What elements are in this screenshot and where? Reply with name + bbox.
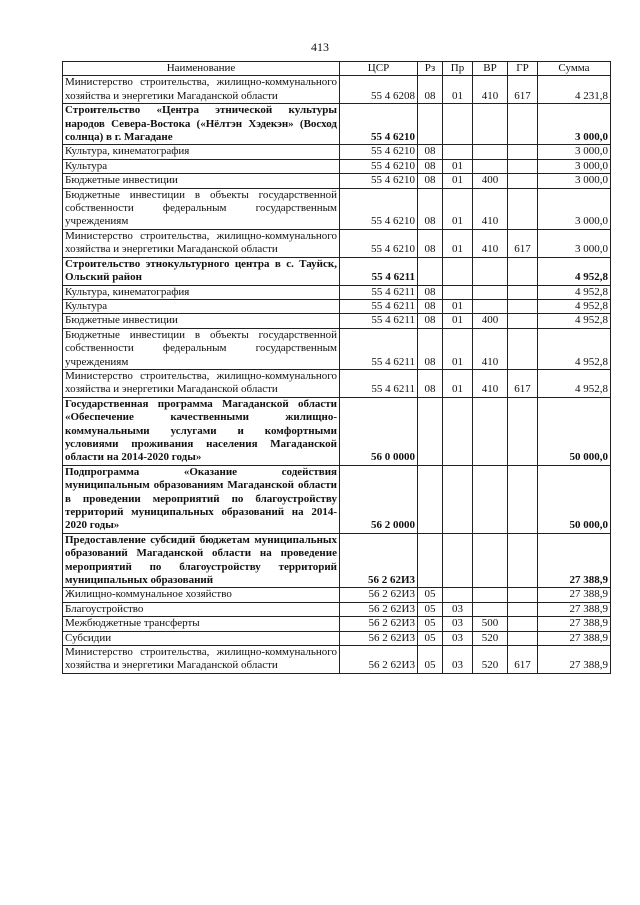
row-sum: 4 952,8 (538, 257, 611, 285)
row-sum: 27 388,9 (538, 631, 611, 645)
row-name: Предоставление субсидий бюджетам муниципальных образований Магаданской области на проведение мероприятий по благоустройству территорий муниципальных образований (63, 533, 340, 588)
row-sum: 3 000,0 (538, 159, 611, 173)
row-pr: 01 (443, 159, 473, 173)
row-gr (508, 328, 538, 369)
row-pr: 01 (443, 328, 473, 369)
table-row (63, 299, 611, 313)
row-name: Благоустройство (63, 602, 340, 616)
row-csr: 56 2 62И3 (340, 533, 418, 588)
row-vr: 410 (473, 328, 508, 369)
row-csr: 55 4 6208 (340, 76, 418, 104)
table-row (63, 631, 611, 645)
table-row (63, 369, 611, 397)
row-pr: 03 (443, 617, 473, 631)
table-row (63, 229, 611, 257)
row-name: Строительство этнокультурного центра в с. Тауйск, Ольский район (63, 257, 340, 285)
row-sum: 3 000,0 (538, 145, 611, 159)
row-name: Строительство «Центра этнической культуры народов Севера-Востока («Нёлтэн Хэдекэн» (Восход солнца) в г. Магадане (63, 104, 340, 145)
row-vr: 410 (473, 229, 508, 257)
header-sum: Сумма (538, 62, 611, 76)
row-name: Жилищно-коммунальное хозяйство (63, 588, 340, 602)
row-rz: 08 (418, 369, 443, 397)
row-gr (508, 145, 538, 159)
row-csr: 55 4 6210 (340, 174, 418, 188)
row-pr (443, 533, 473, 588)
row-name: Подпрограмма «Оказание содействия муниципальным образованиям Магаданской области в проведении мероприятий по благоустройству территорий муниципальных образований на 2014-2020 годы» (63, 465, 340, 533)
row-pr (443, 145, 473, 159)
row-vr (473, 104, 508, 145)
table-row (63, 104, 611, 145)
table-row (63, 328, 611, 369)
row-rz: 05 (418, 646, 443, 674)
row-rz: 08 (418, 145, 443, 159)
header-pr: Пр (443, 62, 473, 76)
row-vr (473, 145, 508, 159)
row-sum: 27 388,9 (538, 617, 611, 631)
row-gr (508, 285, 538, 299)
row-vr (473, 602, 508, 616)
table-row (63, 285, 611, 299)
row-rz (418, 533, 443, 588)
row-rz: 05 (418, 588, 443, 602)
row-name: Министерство строительства, жилищно-коммунального хозяйства и энергетики Магаданской области (63, 369, 340, 397)
table-row (63, 188, 611, 229)
row-vr (473, 397, 508, 465)
header-rz: Рз (418, 62, 443, 76)
row-rz: 08 (418, 328, 443, 369)
table-row (63, 159, 611, 173)
row-name: Бюджетные инвестиции (63, 174, 340, 188)
row-rz: 08 (418, 299, 443, 313)
row-sum: 50 000,0 (538, 465, 611, 533)
row-csr: 55 4 6210 (340, 229, 418, 257)
row-gr: 617 (508, 76, 538, 104)
row-name: Министерство строительства, жилищно-коммунального хозяйства и энергетики Магаданской области (63, 76, 340, 104)
row-pr (443, 104, 473, 145)
table-row (63, 145, 611, 159)
row-rz: 08 (418, 229, 443, 257)
row-csr: 56 2 62И3 (340, 588, 418, 602)
row-csr: 55 4 6211 (340, 328, 418, 369)
row-vr: 500 (473, 617, 508, 631)
row-rz (418, 465, 443, 533)
row-csr: 55 4 6211 (340, 369, 418, 397)
row-gr (508, 257, 538, 285)
row-sum: 4 952,8 (538, 299, 611, 313)
header-csr: ЦСР (340, 62, 418, 76)
row-csr: 55 4 6210 (340, 104, 418, 145)
row-gr (508, 159, 538, 173)
page-number: 413 (311, 40, 329, 54)
row-pr: 03 (443, 631, 473, 645)
row-pr: 01 (443, 76, 473, 104)
row-gr (508, 299, 538, 313)
row-gr (508, 397, 538, 465)
row-rz: 08 (418, 188, 443, 229)
table-row (63, 602, 611, 616)
row-pr: 03 (443, 602, 473, 616)
row-vr (473, 257, 508, 285)
row-pr (443, 588, 473, 602)
header-gr: ГР (508, 62, 538, 76)
row-name: Министерство строительства, жилищно-коммунального хозяйства и энергетики Магаданской области (63, 229, 340, 257)
table-row (63, 533, 611, 588)
row-gr: 617 (508, 646, 538, 674)
row-pr (443, 465, 473, 533)
row-sum: 4 952,8 (538, 285, 611, 299)
row-rz: 05 (418, 602, 443, 616)
row-csr: 56 2 62И3 (340, 602, 418, 616)
row-vr (473, 533, 508, 588)
table-row (63, 174, 611, 188)
row-sum: 4 952,8 (538, 314, 611, 328)
row-gr (508, 314, 538, 328)
row-csr: 55 4 6210 (340, 159, 418, 173)
row-gr (508, 617, 538, 631)
row-gr (508, 465, 538, 533)
row-vr: 520 (473, 631, 508, 645)
row-name: Министерство строительства, жилищно-коммунального хозяйства и энергетики Магаданской области (63, 646, 340, 674)
row-csr: 56 2 62И3 (340, 617, 418, 631)
row-pr: 01 (443, 299, 473, 313)
header-vr: ВР (473, 62, 508, 76)
row-sum: 27 388,9 (538, 588, 611, 602)
row-pr: 01 (443, 188, 473, 229)
table-row (63, 314, 611, 328)
row-name: Культура, кинематография (63, 145, 340, 159)
row-name: Бюджетные инвестиции в объекты государственной собственности федеральным государственным учреждениям (63, 188, 340, 229)
row-sum: 27 388,9 (538, 646, 611, 674)
row-rz: 05 (418, 631, 443, 645)
row-vr: 410 (473, 76, 508, 104)
row-rz: 05 (418, 617, 443, 631)
row-csr: 56 2 62И3 (340, 631, 418, 645)
row-pr (443, 285, 473, 299)
row-name: Государственная программа Магаданской области «Обеспечение качественными жилищно-коммунальными услугами и комфортными условиями проживания населения Магаданской области на 2014-2020 годы» (63, 397, 340, 465)
row-vr (473, 299, 508, 313)
row-gr: 617 (508, 229, 538, 257)
row-gr (508, 533, 538, 588)
row-rz: 08 (418, 159, 443, 173)
row-csr: 55 4 6211 (340, 299, 418, 313)
row-name: Субсидии (63, 631, 340, 645)
row-rz (418, 257, 443, 285)
row-csr: 55 4 6211 (340, 314, 418, 328)
row-vr (473, 588, 508, 602)
row-name: Бюджетные инвестиции (63, 314, 340, 328)
row-gr (508, 174, 538, 188)
row-name: Культура, кинематография (63, 285, 340, 299)
row-csr: 55 4 6210 (340, 145, 418, 159)
row-rz: 08 (418, 285, 443, 299)
row-vr (473, 465, 508, 533)
row-sum: 27 388,9 (538, 602, 611, 616)
row-csr: 56 2 0000 (340, 465, 418, 533)
table-body (63, 76, 611, 673)
row-csr: 55 4 6211 (340, 285, 418, 299)
table-header-row (63, 62, 611, 76)
row-vr: 400 (473, 314, 508, 328)
row-sum: 50 000,0 (538, 397, 611, 465)
row-vr (473, 159, 508, 173)
row-vr: 400 (473, 174, 508, 188)
row-name: Бюджетные инвестиции в объекты государственной собственности федеральным государственным учреждениям (63, 328, 340, 369)
row-csr: 55 4 6210 (340, 188, 418, 229)
row-rz: 08 (418, 174, 443, 188)
row-gr (508, 588, 538, 602)
row-rz: 08 (418, 76, 443, 104)
row-name: Межбюджетные трансферты (63, 617, 340, 631)
row-vr: 410 (473, 369, 508, 397)
row-csr: 56 2 62И3 (340, 646, 418, 674)
row-pr: 01 (443, 229, 473, 257)
row-vr (473, 285, 508, 299)
row-vr: 410 (473, 188, 508, 229)
row-pr (443, 257, 473, 285)
row-pr (443, 397, 473, 465)
row-rz (418, 397, 443, 465)
table-row (63, 646, 611, 674)
row-sum: 4 952,8 (538, 328, 611, 369)
row-sum: 3 000,0 (538, 229, 611, 257)
row-sum: 4 952,8 (538, 369, 611, 397)
row-csr: 55 4 6211 (340, 257, 418, 285)
row-sum: 4 231,8 (538, 76, 611, 104)
row-pr: 03 (443, 646, 473, 674)
row-sum: 3 000,0 (538, 174, 611, 188)
table-row (63, 588, 611, 602)
budget-table (62, 61, 611, 674)
row-gr (508, 602, 538, 616)
row-rz (418, 104, 443, 145)
row-gr (508, 188, 538, 229)
row-pr: 01 (443, 314, 473, 328)
row-gr (508, 631, 538, 645)
row-name: Культура (63, 159, 340, 173)
row-csr: 56 0 0000 (340, 397, 418, 465)
row-sum: 3 000,0 (538, 188, 611, 229)
row-sum: 3 000,0 (538, 104, 611, 145)
row-pr: 01 (443, 174, 473, 188)
row-gr (508, 104, 538, 145)
table-row (63, 397, 611, 465)
table-row (63, 257, 611, 285)
table-row (63, 76, 611, 104)
row-vr: 520 (473, 646, 508, 674)
header-name: Наименование (63, 62, 340, 76)
row-rz: 08 (418, 314, 443, 328)
row-name: Культура (63, 299, 340, 313)
row-pr: 01 (443, 369, 473, 397)
table-row (63, 465, 611, 533)
table-row (63, 617, 611, 631)
row-sum: 27 388,9 (538, 533, 611, 588)
row-gr: 617 (508, 369, 538, 397)
